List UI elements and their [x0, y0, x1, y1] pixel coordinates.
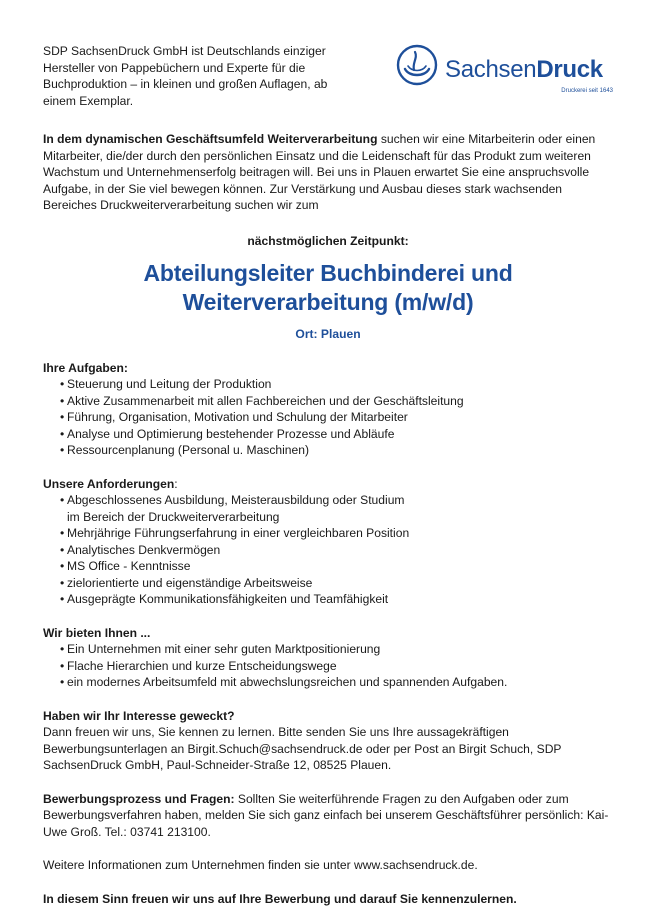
list-item: • Ein Unternehmen mit einer sehr guten Marktpositionierung — [60, 641, 613, 658]
requirements-section — [43, 476, 613, 608]
list-item: • Aktive Zusammenarbeit mit allen Fachbereichen und der Geschäftsleitung — [60, 393, 613, 410]
list-item — [60, 492, 613, 525]
list-item: • zielorientierte und eigenständige Arbeitsweise — [60, 575, 613, 592]
logo-since: Druckerei seit 1643 — [561, 88, 613, 94]
logo-emblem-icon — [395, 43, 439, 87]
list-item: • Analytisches Denkvermögen — [60, 542, 613, 559]
job-title-line-2: Weiterverarbeitung (m/w/d) — [182, 289, 474, 315]
list-item: • Analyse und Optimierung bestehender Prozesse und Abläufe — [60, 426, 613, 443]
job-ad — [43, 43, 613, 907]
job-title — [43, 259, 613, 317]
intro-paragraph-text: suchen wir eine Mitarbeiterin oder einen Mitarbeiter, die/der durch den persönlichen Einsatz und die Leidenschaft für das Produkt zum weiteren Wachstum und Unternehmenserfolg beitragen will. Bei uns in Plauen erwartet Sie eine anspruchsvolle Aufgabe, in der Sie viel bewegen können. Zur Verstärkung und Ausbau dieses stark wachsenden Bereiches Druckweiterverarbeitung suchen wir zum — [43, 132, 596, 212]
offer-title: Wir bieten Ihnen ... — [43, 625, 151, 640]
intro-paragraph — [43, 131, 613, 214]
logo-wordmark — [445, 56, 603, 84]
interest-title: Haben wir Ihr Interesse geweckt? — [43, 708, 235, 723]
offer-section — [43, 625, 613, 691]
requirements-title-colon: : — [174, 476, 178, 491]
list-item: • Steuerung und Leitung der Produktion — [60, 376, 613, 393]
list-item: • Ausgeprägte Kommunikationsfähigkeiten und Teamfähigkeit — [60, 591, 613, 608]
list-item-line-1: Abgeschlossenes Ausbildung, Meisterausbildung oder Studium — [67, 493, 405, 507]
process-text: Sollten Sie weiterführende Fragen zu den Aufgaben oder zum Bewerbungsverfahren haben, melden Sie sich ganz einfach bei unserem Geschäftsführer persönlich: Kai-Uwe Groß. Tel.: 03741 213100. — [43, 791, 609, 839]
list-item: • Ressourcenplanung (Personal u. Maschinen) — [60, 442, 613, 459]
logo-word-bold: Druck — [536, 56, 603, 83]
process-bold: Bewerbungsprozess und Fragen: — [43, 791, 235, 806]
tasks-title: Ihre Aufgaben: — [43, 360, 128, 375]
list-item-line-2: im Bereich der Druckweiterverarbeitung — [67, 509, 280, 524]
requirements-title-text: Unsere Anforderungen — [43, 476, 175, 491]
intro-paragraph-bold: In dem dynamischen Geschäftsumfeld Weiterverarbeitung — [43, 132, 378, 146]
lead-line: nächstmöglichen Zeitpunkt: — [247, 233, 409, 248]
tasks-section — [43, 360, 613, 459]
requirements-title — [43, 476, 613, 493]
company-intro: SDP SachsenDruck GmbH ist Deutschlands einziger Hersteller von Pappebüchern und Experte für die Buchproduktion – in kleinen und großen Auflagen, ab einem Exemplar. — [43, 44, 328, 108]
company-logo — [395, 43, 613, 98]
more-info: Weitere Informationen zum Unternehmen finden sie unter www.sachsendruck.de. — [43, 858, 478, 872]
tasks-list — [43, 376, 613, 459]
closing-line: In diesem Sinn freuen wir uns auf Ihre Bewerbung und darauf Sie kennenzulernen. — [43, 891, 517, 906]
requirements-list — [43, 492, 613, 608]
list-item: • Flache Hierarchien und kurze Entscheidungswege — [60, 658, 613, 675]
logo-word-regular: Sachsen — [445, 56, 537, 83]
offer-list — [43, 641, 613, 691]
job-location: Ort: Plauen — [295, 327, 361, 341]
interest-section — [43, 708, 613, 774]
list-item: • ein modernes Arbeitsumfeld mit abwechslungsreichen und spannenden Aufgaben. — [60, 674, 613, 691]
list-item: • MS Office - Kenntnisse — [60, 558, 613, 575]
process-paragraph — [43, 791, 613, 841]
interest-text: Dann freuen wir uns, Sie kennen zu lernen. Bitte senden Sie uns Ihre aussagekräftigen Bewerbungsunterlagen an Birgit.Schuch@sachsendruck.de oder per Post an Birgit Schuch, SDP SachsenDruck GmbH, Paul-Schneider-Straße 12, 08525 Plauen. — [43, 725, 562, 772]
list-item: • Führung, Organisation, Motivation und Schulung der Mitarbeiter — [60, 409, 613, 426]
job-title-line-1: Abteilungsleiter Buchbinderei und — [143, 260, 513, 286]
list-item: • Mehrjährige Führungserfahrung in einer vergleichbaren Position — [60, 525, 613, 542]
